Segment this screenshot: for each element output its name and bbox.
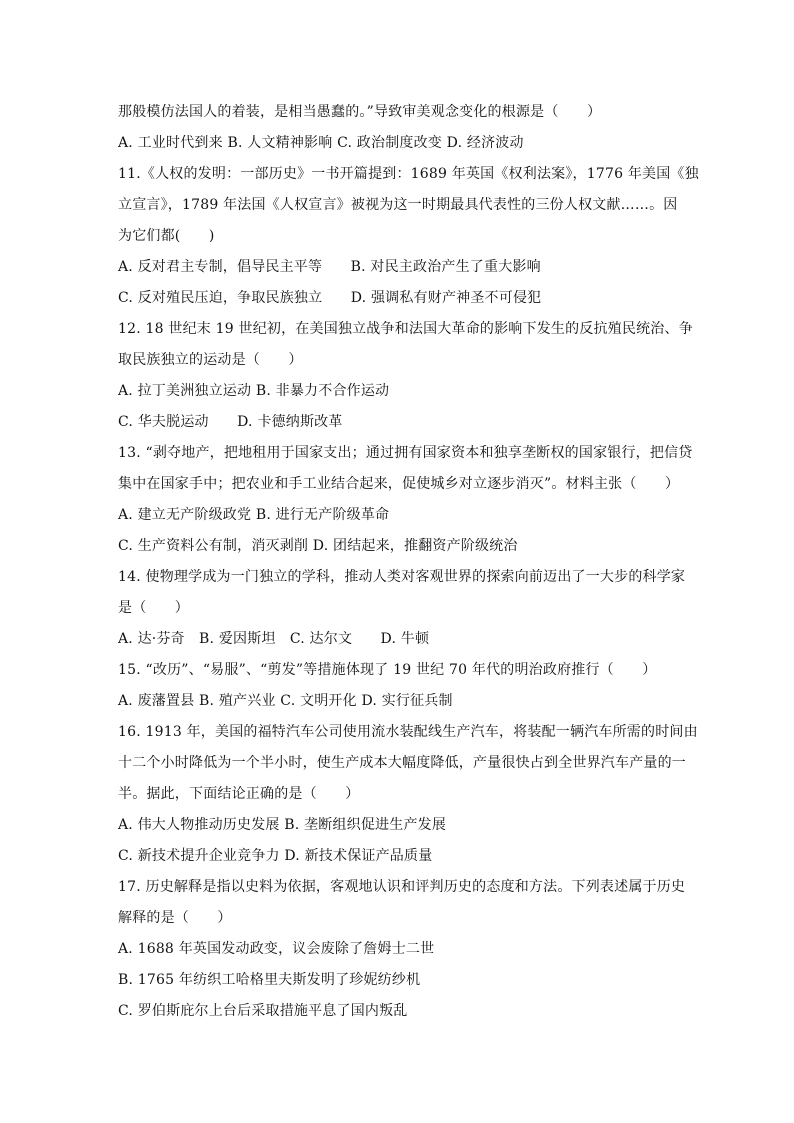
question-10-stem-end: 那般模仿法国人的着装，是相当愚蠢的。”导致审美观念变化的根源是（ ） [118,104,602,120]
question-11-options-ab: A. 反对君主专制，倡导民主平等 B. 对民主政治产生了重大影响 [118,259,541,275]
question-11-stem-line-3: 为它们都( ) [118,228,215,244]
question-12-stem-line-1: 12. 18 世纪末 19 世纪初，在美国独立战争和法国大革命的影响下发生的反抗殖民统治、争 [118,321,693,337]
question-12-options-ab: A. 拉丁美洲独立运动 B. 非暴力不合作运动 [118,383,390,399]
question-15-stem: 15. “改历”、“易服”、“剪发”等措施体现了 19 世纪 70 年代的明治政府推行（ ） [118,662,657,678]
question-16-stem-line-1: 16. 1913 年，美国的福特汽车公司使用流水装配线生产汽车，将装配一辆汽车所需的时间由 [118,724,698,740]
question-13-options-cd: C. 生产资料公有制，消灭剥削 D. 团结起来，推翻资产阶级统治 [118,538,518,554]
question-17-option-b: B. 1765 年纺织工哈格里夫斯发明了珍妮纺纱机 [118,972,421,988]
question-17-stem-line-1: 17. 历史解释是指以史料为依据，客观地认识和评判历史的态度和方法。下列表述属于历史 [118,879,686,895]
question-17-stem-line-2: 解释的是（ ） [118,910,232,926]
question-11-stem-line-2: 立宣言》，1789 年法国《人权宣言》被视为这一时期最具代表性的三份人权文献……。因 [118,197,678,213]
question-13-stem-line-2: 集中在国家手中；把农业和手工业结合起来，促使城乡对立逐步消灭”。材料主张（ ） [118,476,680,492]
question-16-options-cd: C. 新技术提升企业竞争力 D. 新技术保证产品质量 [118,848,433,864]
question-13-stem-line-1: 13. “剥夺地产，把地租用于国家支出；通过拥有国家资本和独享垄断权的国家银行，把信贷 [118,445,693,461]
question-16-options-ab: A. 伟大人物推动历史发展 B. 垄断组织促进生产发展 [118,817,447,833]
question-11-stem-line-1: 11.《人权的发明：一部历史》一书开篇提到：1689 年英国《权利法案》，1776 年美国《独 [118,166,699,182]
question-17-option-c: C. 罗伯斯庇尔上台后采取措施平息了国内叛乱 [118,1003,408,1019]
question-14-stem-line-1: 14. 使物理学成为一门独立的学科，推动人类对客观世界的探索向前迈出了一大步的科学家 [118,569,686,585]
question-14-options: A. 达·芬奇 B. 爱因斯坦 C. 达尔文 D. 牛顿 [118,631,430,647]
question-17-option-a: A. 1688 年英国发动政变，议会废除了詹姆士二世 [118,941,435,957]
question-14-stem-line-2: 是（ ） [118,600,189,616]
question-15-options: A. 废藩置县 B. 殖产兴业 C. 文明开化 D. 实行征兵制 [118,693,453,709]
question-13-options-ab: A. 建立无产阶级政党 B. 进行无产阶级革命 [118,507,390,523]
question-12-stem-line-2: 取民族独立的运动是（ ） [118,352,303,368]
question-10-options: A. 工业时代到来 B. 人文精神影响 C. 政治制度改变 D. 经济波动 [118,135,524,151]
question-12-options-cd: C. 华夫脱运动 D. 卡德纳斯改革 [118,414,343,430]
question-16-stem-line-3: 半。据此，下面结论正确的是（ ） [118,786,360,802]
question-11-options-cd: C. 反对殖民压迫，争取民族独立 D. 强调私有财产神圣不可侵犯 [118,290,542,306]
question-16-stem-line-2: 十二个小时降低为一个半小时，使生产成本大幅度降低，产量很快占到全世界汽车产量的一 [118,755,686,771]
